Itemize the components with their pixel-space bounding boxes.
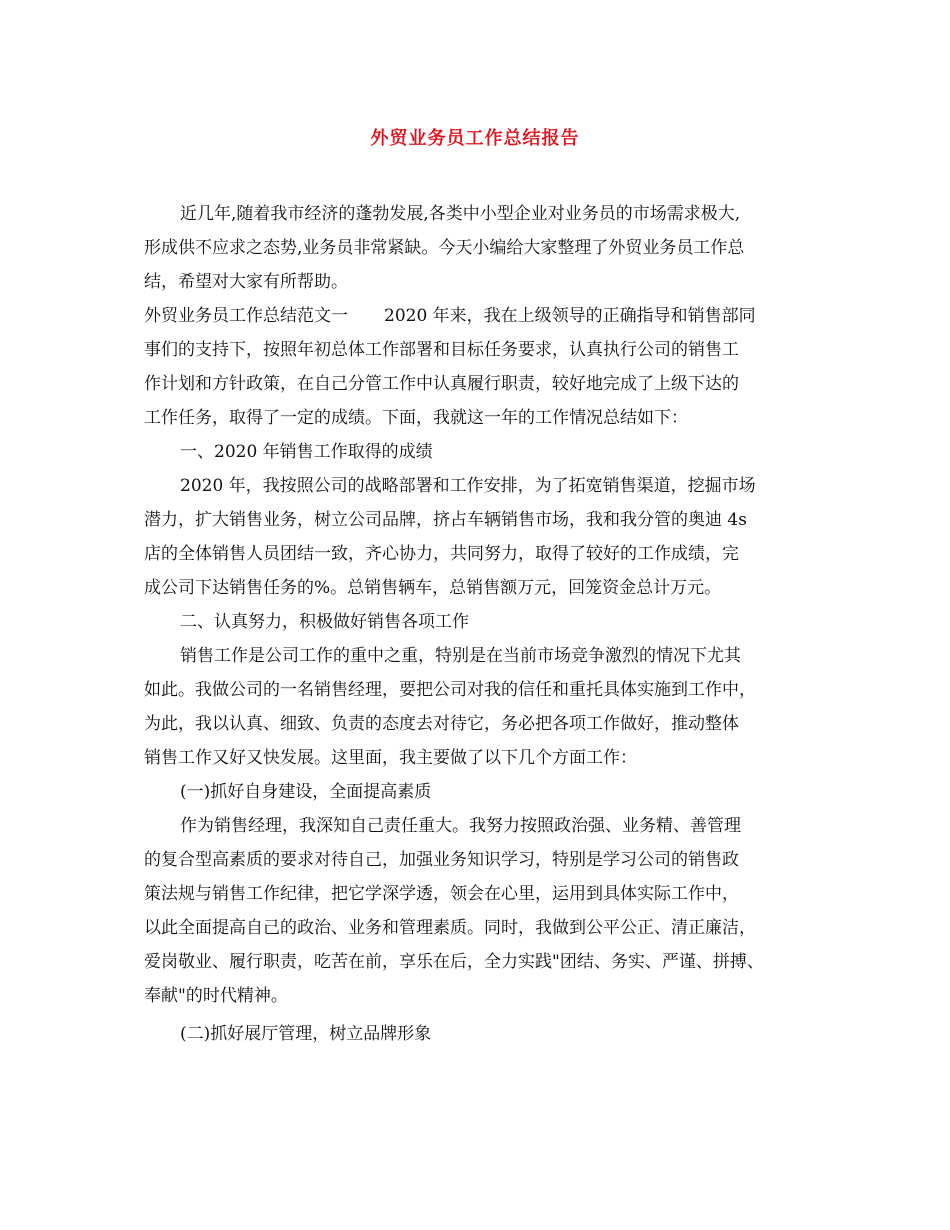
section2-line: 如此。我做公司的一名销售经理，要把公司对我的信任和重托具体实施到工作中， [144, 680, 756, 700]
sample-line: 作计划和方针政策，在自己分管工作中认真履行职责，较好地完成了上级下达的 [144, 374, 739, 394]
section2-line: 销售工作是公司工作的重中之重，特别是在当前市场竞争激烈的情况下尤其 [180, 646, 741, 666]
section-heading-1: 一、2020 年销售工作取得的成绩 [180, 442, 433, 462]
subsection1-line: 以此全面提高自己的政治、业务和管理素质。同时，我做到公平公正、清正廉洁， [144, 918, 756, 938]
section1-line: 2020 年，我按照公司的战略部署和工作安排，为了拓宽销售渠道，挖掘市场 [180, 476, 756, 496]
sample-line: 事们的支持下，按照年初总体工作部署和目标任务要求，认真执行公司的销售工 [144, 340, 739, 360]
section1-line: 店的全体销售人员团结一致，齐心协力，共同努力，取得了较好的工作成绩，完 [144, 544, 739, 564]
subsection1-line: 策法规与销售工作纪律，把它学深学透，领会在心里，运用到具体实际工作中， [144, 884, 739, 904]
subsection1-line: 奉献"的时代精神。 [144, 986, 288, 1006]
intro-line: 形成供不应求之态势,业务员非常紧缺。今天小编给大家整理了外贸业务员工作总 [144, 238, 745, 258]
section-heading-2: 二、认真努力，积极做好销售各项工作 [180, 612, 469, 632]
sample-line: 工作任务，取得了一定的成绩。下面，我就这一年的工作情况总结如下： [144, 408, 688, 428]
section1-line: 潜力，扩大销售业务，树立公司品牌，挤占车辆销售市场，我和我分管的奥迪 4s [144, 510, 747, 530]
subsection1-line: 的复合型高素质的要求对待自己，加强业务知识学习，特别是学习公司的销售政 [144, 850, 739, 870]
section1-line: 成公司下达销售任务的%。总销售辆车，总销售额万元，回笼资金总计万元。 [144, 578, 722, 598]
document-body [144, 197, 824, 1051]
subsection-heading-1: (一)抓好自身建设，全面提高素质 [180, 782, 432, 802]
section2-line: 销售工作又好又快发展。这里面，我主要做了以下几个方面工作： [144, 748, 637, 768]
intro-line: 结，希望对大家有所帮助。 [144, 272, 348, 292]
sample-header-line [144, 299, 824, 333]
subsection-heading-2: (二)抓好展厅管理，树立品牌形象 [180, 1024, 432, 1044]
document-title: 外贸业务员工作总结报告 [370, 128, 580, 149]
sample-label: 外贸业务员工作总结范文一 [144, 306, 348, 326]
section2-line: 为此，我以认真、细致、负责的态度去对待它，务必把各项工作做好，推动整体 [144, 714, 739, 734]
intro-line: 近几年,随着我市经济的蓬勃发展,各类中小型企业对业务员的市场需求极大, [180, 204, 741, 224]
subsection1-line: 爱岗敬业、履行职责，吃苦在前，享乐在后，全力实践"团结、务实、严谨、拼搏、 [144, 952, 764, 972]
subsection1-line: 作为销售经理，我深知自己责任重大。我努力按照政治强、业务精、善管理 [180, 816, 741, 836]
sample-first-line: 2020 年来，我在上级领导的正确指导和销售部同 [384, 306, 756, 326]
